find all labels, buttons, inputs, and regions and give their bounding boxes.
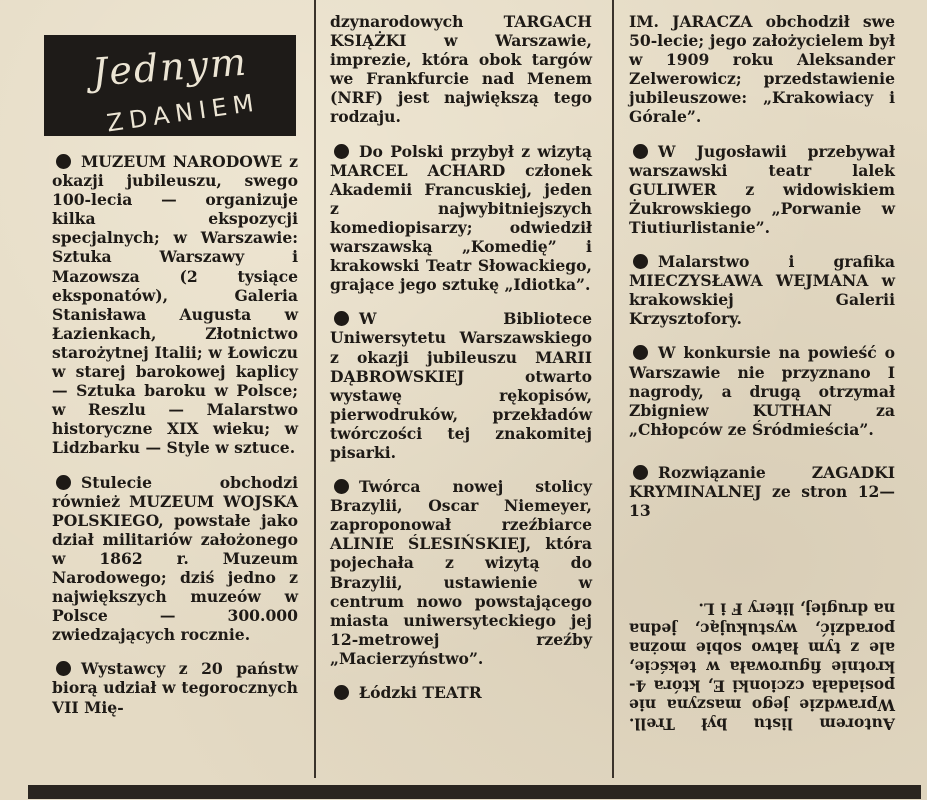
news-item (52, 659, 298, 716)
bullet-icon (334, 311, 349, 326)
news-item (330, 477, 592, 668)
news-text: Stulecie obchodzi również MUZEUM WOJSKA POLSKIEGO, powstałe jako dział militariów założonego w 1862 r. Muzeum Narodowego; dziś jedno z największych muzeów w Polsce — 300.000 zwiedzających rocznie. (52, 472, 298, 645)
column-2 (330, 12, 592, 800)
news-item (330, 309, 592, 462)
news-text: Do Polski przybył z wizytą MARCEL ACHARD członek Akademii Francuskiej, jeden z najwybitniejszych komediopisarzy; odwiedził warszawską „Komedię” i krakowski Teatr Słowackiego, grające jego sztukę „Idiotka”. (330, 141, 592, 295)
news-item (52, 152, 298, 458)
news-item (330, 142, 592, 295)
puzzle-answer-upside-down (629, 600, 895, 734)
news-item (330, 683, 592, 702)
news-item (629, 142, 895, 237)
news-text: MUZEUM NARODOWE z okazji jubileuszu, swego 100-lecia — organizuje kilka ekspozycji specjalnych; w Warszawie: Sztuka Warszawy i Mazowsza (2 tysiące eksponatów), Galeria Stanisława Augusta w Łazienkach, Złotnictwo starożytnej Italii; w Łowiczu w starej barokowej kaplicy — Sztuka baroku w Polsce; w Reszlu — Malarstwo historyczne XIX wieku; w Lidzbarku — Style w sztuce. (52, 152, 298, 458)
news-item-continued (330, 12, 592, 127)
news-item (629, 252, 895, 328)
bullet-icon (56, 661, 71, 676)
bullet-icon (334, 685, 349, 700)
news-text: Łódzki TEATR (359, 683, 482, 702)
news-item (52, 473, 298, 645)
bottom-border (28, 785, 921, 799)
logo-subtitle: ZDANIEM (104, 88, 262, 138)
column-divider (612, 0, 614, 778)
bullet-icon (56, 154, 71, 169)
column-logo (44, 35, 296, 136)
news-text: Wystawcy z 20 państw biorą udział w tegorocznych VII Mię- (52, 659, 298, 717)
news-text: dzynarodowych TARGACH KSIĄŻKI w Warszawie, imprezie, która obok targów we Frankfurcie nad Menem (NRF) jest największą tego rodzaju. (330, 12, 592, 127)
news-text: W Jugosławii przebywał warszawski teatr lalek GULIWER z widowiskiem Żukrowskiego „Porwanie w Tiutiurlistanie”. (629, 141, 895, 237)
news-item (629, 343, 895, 438)
bullet-icon (633, 465, 648, 480)
news-text: IM. JARACZA obchodził swe 50-lecie; jego założycielem był w 1909 roku Aleksander Zelwerowicz; przedstawienie jubileuszowe: „Krakowiacy i Górale”. (629, 12, 895, 127)
news-text: W konkursie na powieść o Warszawie nie przyznano I nagrody, a drugą otrzymał Zbigniew KUTHAN za „Chłopców ze Śródmieścia”. (629, 343, 895, 439)
bullet-icon (56, 475, 71, 490)
bullet-icon (633, 254, 648, 269)
bullet-icon (633, 144, 648, 159)
news-item (629, 463, 895, 520)
news-item-continued (629, 12, 895, 127)
column-divider (314, 0, 316, 778)
column-1 (52, 152, 298, 800)
news-text: W Bibliotece Uniwersytetu Warszawskiego z okazji jubileuszu MARII DĄBROWSKIEJ otwarto wystawę rękopisów, pierwodruków, przekładów twórczości tej znakomitej pisarki. (330, 309, 592, 462)
bullet-icon (334, 144, 349, 159)
bullet-icon (633, 345, 648, 360)
news-text: Twórca nowej stolicy Brazylii, Oscar Niemeyer, zaproponował rzeźbiarce ALINIE ŚLESIŃSKIEJ, która pojechała z wizytą do Brazylii, ustawienie w centrum nowo powstającego miasta uniwersyteckiego jej 12-metrowej rzeźby „Macierzyństwo”. (330, 477, 592, 668)
bullet-icon (334, 479, 349, 494)
logo-title: Jednym (90, 39, 250, 95)
news-text: Malarstwo i grafika MIECZYSŁAWA WEJMANA w krakowskiej Galerii Krzysztofory. (629, 252, 895, 329)
news-text: Rozwiązanie ZAGADKI KRYMINALNEJ ze stron 12—13 (629, 462, 895, 521)
puzzle-answer-text: Autorem listu był Trell. Wprawdzie jego maszyna nie posiadała czcionki E, która 4-krotnie figurowała w tekście, ale z tym łatwo sobie można poradzić, wystukując, jedna na drugiej, litery F i L. (629, 600, 895, 734)
